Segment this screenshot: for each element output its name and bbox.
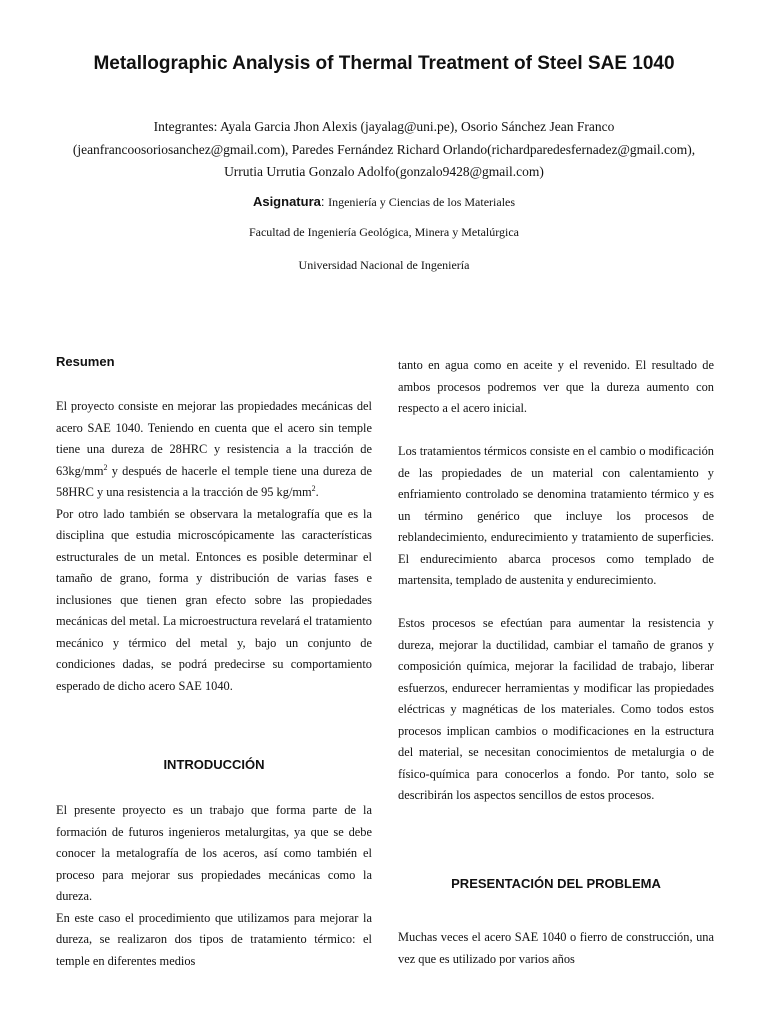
abstract-paragraph-2: Por otro lado también se observara la metalografía que es la disciplina que estudia microscópicamente las características estructurales de un metal. Entonces es posible determinar el tamaño de grano, forma y distribución de varias fases e inclusiones que tienen gran efecto sobre las propiedades mecánicas del metal. La microestructura revelará el tratamiento mecánico y térmico del metal y, bajo un conjunto de condiciones dadas, se podrá predecirse su comportamiento esperado de dicho acero SAE 1040. xyxy=(56,506,372,693)
introduction-body xyxy=(56,800,372,972)
right-paragraph-2: Los tratamientos térmicos consiste en el cambio o modificación de las propiedades de un material con calentamiento y enfriamiento controlado se denomina tratamiento térmico y es un término genérico que incluye los procesos de reblandecimiento, endurecimiento y tratamiento de superficies. El endurecimiento abarca procesos como templado de martensita, templado de austenita y endurecimiento. xyxy=(398,444,714,587)
abstract-body xyxy=(56,396,372,697)
introduction-paragraph-2: En este caso el procedimiento que utilizamos para mejorar la dureza, se realizaron dos tipos de tratamiento térmico: el temple en diferentes medios xyxy=(56,910,372,968)
course-separator: : xyxy=(320,194,329,209)
author-line-3: Urrutia Urrutia Gonzalo Adolfo(gonzalo9428@gmail.com) xyxy=(224,164,544,179)
author-line-1: Integrantes: Ayala Garcia Jhon Alexis (jayalag@uni.pe), Osorio Sánchez Jean Franco xyxy=(153,119,615,134)
course-name: Ingeniería y Ciencias de los Materiales xyxy=(328,195,516,209)
abstract-heading: Resumen xyxy=(56,354,115,369)
faculty-line: Facultad de Ingeniería Geológica, Minera y Metalúrgica xyxy=(248,225,519,239)
university-line: Universidad Nacional de Ingeniería xyxy=(298,258,470,272)
right-column-body-top xyxy=(398,355,714,807)
abstract-paragraph-1: El proyecto consiste en mejorar las propiedades mecánicas del acero SAE 1040. Teniendo en cuenta que el acero sin temple tiene una dureza de 28HRC y resistencia a la tracción de $63kg/mm^2$ y después de hacerle el temple tiene una dureza de 58HRC y una resistencia a la tracción de 95 $kg/mm^2$. xyxy=(56,399,372,499)
problem-heading: PRESENTACIÓN DEL PROBLEMA xyxy=(451,876,661,891)
course-line xyxy=(60,194,708,210)
author-list xyxy=(40,116,728,184)
course-label: Asignatura xyxy=(252,194,321,209)
paper-title: Metallographic Analysis of Thermal Treatment of Steel SAE 1040 xyxy=(93,53,675,74)
right-paragraph-1: tanto en agua como en aceite y el revenido. El resultado de ambos procesos podremos ver que la dureza aumento con respecto a el acero inicial. xyxy=(398,358,714,415)
author-line-2: (jeanfrancoosoriosanchez@gmail.com), Paredes Fernández Richard Orlando(richardparedesfernadez@gmail.com), xyxy=(72,141,696,157)
introduction-heading: INTRODUCCIÓN xyxy=(163,757,265,772)
problem-paragraph-1: Muchas veces el acero SAE 1040 o fierro de construcción, una vez que es utilizado por varios años xyxy=(398,930,714,966)
right-paragraph-3: Estos procesos se efectúan para aumentar la resistencia y dureza, mejorar la ductilidad, cambiar el tamaño de granos y composición química, mejorar la facilidad de trabajo, liberar esfuerzos, endurecer herramientas y modificar las propiedades eléctricas y magnéticas de los materiales. Como todos estos procesos implican cambios o modificaciones en la estructura del material, se necesitan conocimientos de metalurgia o de físico-química para conocerlos a fondo. Por tanto, solo se describirán los aspectos sencillos de estos procesos. xyxy=(398,616,714,802)
problem-body xyxy=(398,927,714,970)
introduction-paragraph-1: El presente proyecto es un trabajo que forma parte de la formación de futuros ingenieros metalurgitas, ya que se debe conocer la metalografía de los aceros, así como también el proceso para mejorar sus propiedades mecánicas como la dureza. xyxy=(56,803,372,903)
